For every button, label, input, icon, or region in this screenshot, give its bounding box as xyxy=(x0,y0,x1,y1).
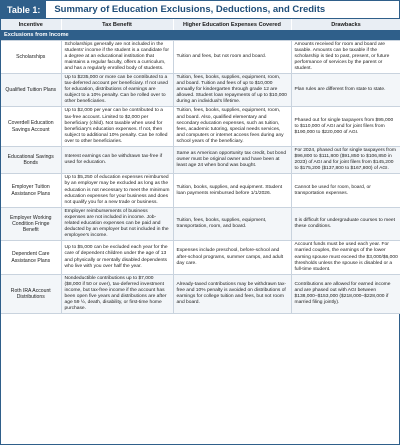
drawbacks-cell: Plan rules are different from state to state. xyxy=(291,73,400,106)
tax-benefit-cell: Nondeductible contributions up to $7,000 ($8,000 if 50 or over), tax-deferred investment income, but tax-free income if the account has been open five years and distributions are after age 59 ½, death, disability, or first-time home purchase. xyxy=(61,274,173,314)
table-row xyxy=(1,147,400,174)
header-drawbacks: Drawbacks xyxy=(291,19,400,30)
tax-benefit-cell: Employer reimbursements of business expenses are not included in income. Job-related education expenses can be paid and deducted by an employer but not included in the employee's income. xyxy=(61,207,173,240)
header-incentive: Incentive xyxy=(1,19,61,30)
expenses-covered-cell: Tuition and fees, but not room and board. xyxy=(173,40,291,73)
incentive-cell: Dependent Care Assistance Plans xyxy=(1,241,61,274)
table-row xyxy=(1,107,400,147)
drawbacks-cell: Account funds must be used each year. For married couples, the earnings of the lower earning spouse must exceed the $3,000/$6,000 thresholds unless the spouse is disabled or a full-time student. xyxy=(291,241,400,274)
table-number: Table 1: xyxy=(1,1,46,18)
table-row xyxy=(1,207,400,240)
table-row xyxy=(1,40,400,73)
drawbacks-cell: Contributions are allowed for earned income and are phased out with AGI between $138,000–$153,000 ($218,000–$228,000 if married filing jointly). xyxy=(291,274,400,314)
incentive-cell: Educational Savings Bonds xyxy=(1,147,61,174)
drawbacks-cell: It is difficult for undergraduate courses to meet these conditions. xyxy=(291,207,400,240)
header-tax-benefit: Tax Benefit xyxy=(61,19,173,30)
section-label: Exclusions from Income xyxy=(1,30,400,40)
table-title-bar xyxy=(1,1,399,19)
drawbacks-cell: Amounts received for room and board are taxable. Amounts can be taxable if the scholarship is tied to past, present, or future performance of services by the parent or student. xyxy=(291,40,400,73)
tax-benefit-cell: Up to $235,000 or more can be contributed to a tax-deferred account per beneficiary. If not used for education, distributions of earnings are subject to a 10% penalty. Can be rolled over to other beneficiaries. xyxy=(61,73,173,106)
table-title: Summary of Education Exclusions, Deductions, and Credits xyxy=(54,4,326,15)
incentive-cell: Coverdell Education Savings Account xyxy=(1,107,61,147)
table-body xyxy=(1,30,400,314)
incentive-cell: Scholarships xyxy=(1,40,61,73)
incentive-cell: Qualified Tuition Plans xyxy=(1,73,61,106)
incentive-cell: Employer Working Condition Fringe Benefit xyxy=(1,207,61,240)
table-row xyxy=(1,174,400,207)
expenses-covered-cell: Tuition, fees, books, supplies, equipment, room, and board. Also, qualified elementary and secondary education expenses, such as tuition, fees, academic tutoring, special needs services, and computers or internet access fees during any school years of the beneficiary. xyxy=(173,107,291,147)
table-row xyxy=(1,241,400,274)
tax-benefit-cell: Scholarships generally are not included in the students' income if the student is a candidate for a degree at an educational institution that maintains a regular faculty, offers a curriculum, and has a regularly enrolled body of students. xyxy=(61,40,173,73)
tax-benefit-cell: Up to $2,000 per year can be contributed to a tax-free account. Limited to $2,000 per beneficiary (child). Not taxable when used for beneficiary's education expenses. If not, then subject to additional 10% penalty. Can be rolled over to other beneficiaries. xyxy=(61,107,173,147)
tax-benefit-cell: Up to $5,000 can be excluded each year for the care of dependent children under the age of 13 and physically or mentally disabled dependents who live with you over half the year. xyxy=(61,241,173,274)
table-header xyxy=(1,19,400,30)
summary-table xyxy=(1,19,400,314)
expenses-covered-cell: Same as American opportunity tax credit, but bond owner must be original owner and have been at least age 24 when bond was bought. xyxy=(173,147,291,174)
table-row xyxy=(1,73,400,106)
drawbacks-cell: Cannot be used for room, board, or transportation expenses. xyxy=(291,174,400,207)
expenses-covered-cell: Tuition, fees, books, supplies, equipment, transportation, room, and board. xyxy=(173,207,291,240)
drawbacks-cell: For 2024, phased out for single taxpayers from $96,800 to $111,800 ($91,850 to $106,850 in 2023) of AGI and for joint filers from $145,200 to $175,200 ($137,800 to $167,800) of AGI. xyxy=(291,147,400,174)
tax-benefit-cell: Up to $5,250 of education expenses reimbursed by an employer may be excluded as long as the education is not necessary to meet the minimum education expenses for your business and does not qualify you for a new trade or business. xyxy=(61,174,173,207)
expenses-covered-cell: Expenses include preschool, before-school and after-school programs, summer camps, and adult day care. xyxy=(173,241,291,274)
header-expenses-covered: Higher Education Expenses Covered xyxy=(173,19,291,30)
tax-benefit-cell: Interest earnings can be withdrawn tax-free if used for education. xyxy=(61,147,173,174)
expenses-covered-cell: Already-taxed contributions may be withdrawn tax-free and 10% penalty is avoided on distributions of earnings for college tuition and fees, but not room and board. xyxy=(173,274,291,314)
table-row xyxy=(1,274,400,314)
drawbacks-cell: Phased out for single taxpayers from $95,000 to $110,000 of AGI and for joint filers from $190,000 to $220,000 of AGI. xyxy=(291,107,400,147)
expenses-covered-cell: Tuition, books, supplies, and equipment. Student loan payments reimbursed before 1/1/2026. xyxy=(173,174,291,207)
expenses-covered-cell: Tuition, fees, books, supplies, equipment, room, and board. Tuition and fees of up to $10,000 annually for kindergarten through grade 12 are allowed. Student loan repayments of up to $10,000 during an individual's lifetime. xyxy=(173,73,291,106)
incentive-cell: Roth IRA Account Distributions xyxy=(1,274,61,314)
section-row xyxy=(1,30,400,40)
incentive-cell: Employer Tuition Assistance Plans xyxy=(1,174,61,207)
